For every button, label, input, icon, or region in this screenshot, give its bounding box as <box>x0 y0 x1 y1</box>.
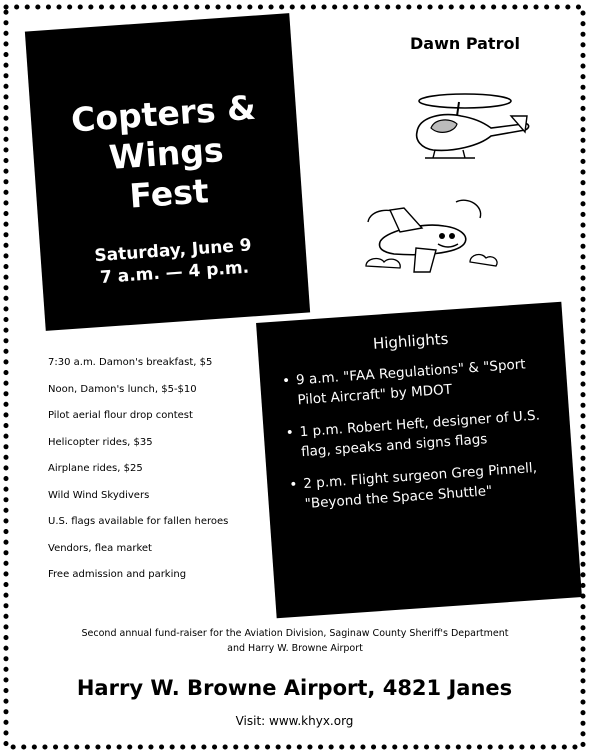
list-item: • 2 p.m. Flight surgeon Greg Pinnell, "Beyond the Space Shuttle" <box>289 456 559 515</box>
list-item: Wild Wind Skydivers <box>48 489 150 501</box>
highlights-title: Highlights <box>372 329 450 353</box>
highlights-block <box>256 302 582 619</box>
title-line-3: Fest <box>128 171 210 216</box>
fundraiser-line-2: and Harry W. Browne Airport <box>227 643 363 654</box>
title-line-2: Wings <box>107 130 225 177</box>
org-name: Dawn Patrol <box>410 34 520 53</box>
list-item: Noon, Damon's lunch, $5-$10 <box>48 383 197 395</box>
title-block <box>25 13 310 331</box>
list-item: • 9 a.m. "FAA Regulations" & "Sport Pilot Aircraft" by MDOT <box>281 353 551 412</box>
event-title <box>30 85 303 223</box>
website-link[interactable]: Visit: www.khyx.org <box>235 714 354 728</box>
event-date: Saturday, June 9 <box>93 235 253 267</box>
fundraiser-line-1: Second annual fund-raiser for the Aviation Division, Saginaw County Sheriff's Department <box>81 628 509 639</box>
title-line-1: Copters & <box>69 87 257 140</box>
schedule-list <box>48 350 273 589</box>
event-time: 7 a.m. — 4 p.m. <box>99 257 250 288</box>
list-item: • 1 p.m. Robert Heft, designer of U.S. flag, speaks and signs flags <box>285 405 555 464</box>
list-item: 7:30 a.m. Damon's breakfast, $5 <box>48 357 213 368</box>
event-datetime <box>40 231 307 293</box>
highlights-list <box>281 353 559 527</box>
list-item: U.S. flags available for fallen heroes <box>48 516 229 527</box>
list-item: Vendors, flea market <box>48 542 152 554</box>
list-item: Helicopter rides, $35 <box>48 436 153 448</box>
venue-address: Harry W. Browne Airport, 4821 Janes <box>76 676 513 700</box>
fundraiser-note <box>30 626 560 656</box>
helicopter-icon <box>405 88 545 168</box>
list-item: Free admission and parking <box>48 569 187 580</box>
list-item: Pilot aerial flour drop contest <box>48 410 193 421</box>
list-item: Airplane rides, $25 <box>48 463 143 474</box>
airplane-icon <box>360 192 500 282</box>
